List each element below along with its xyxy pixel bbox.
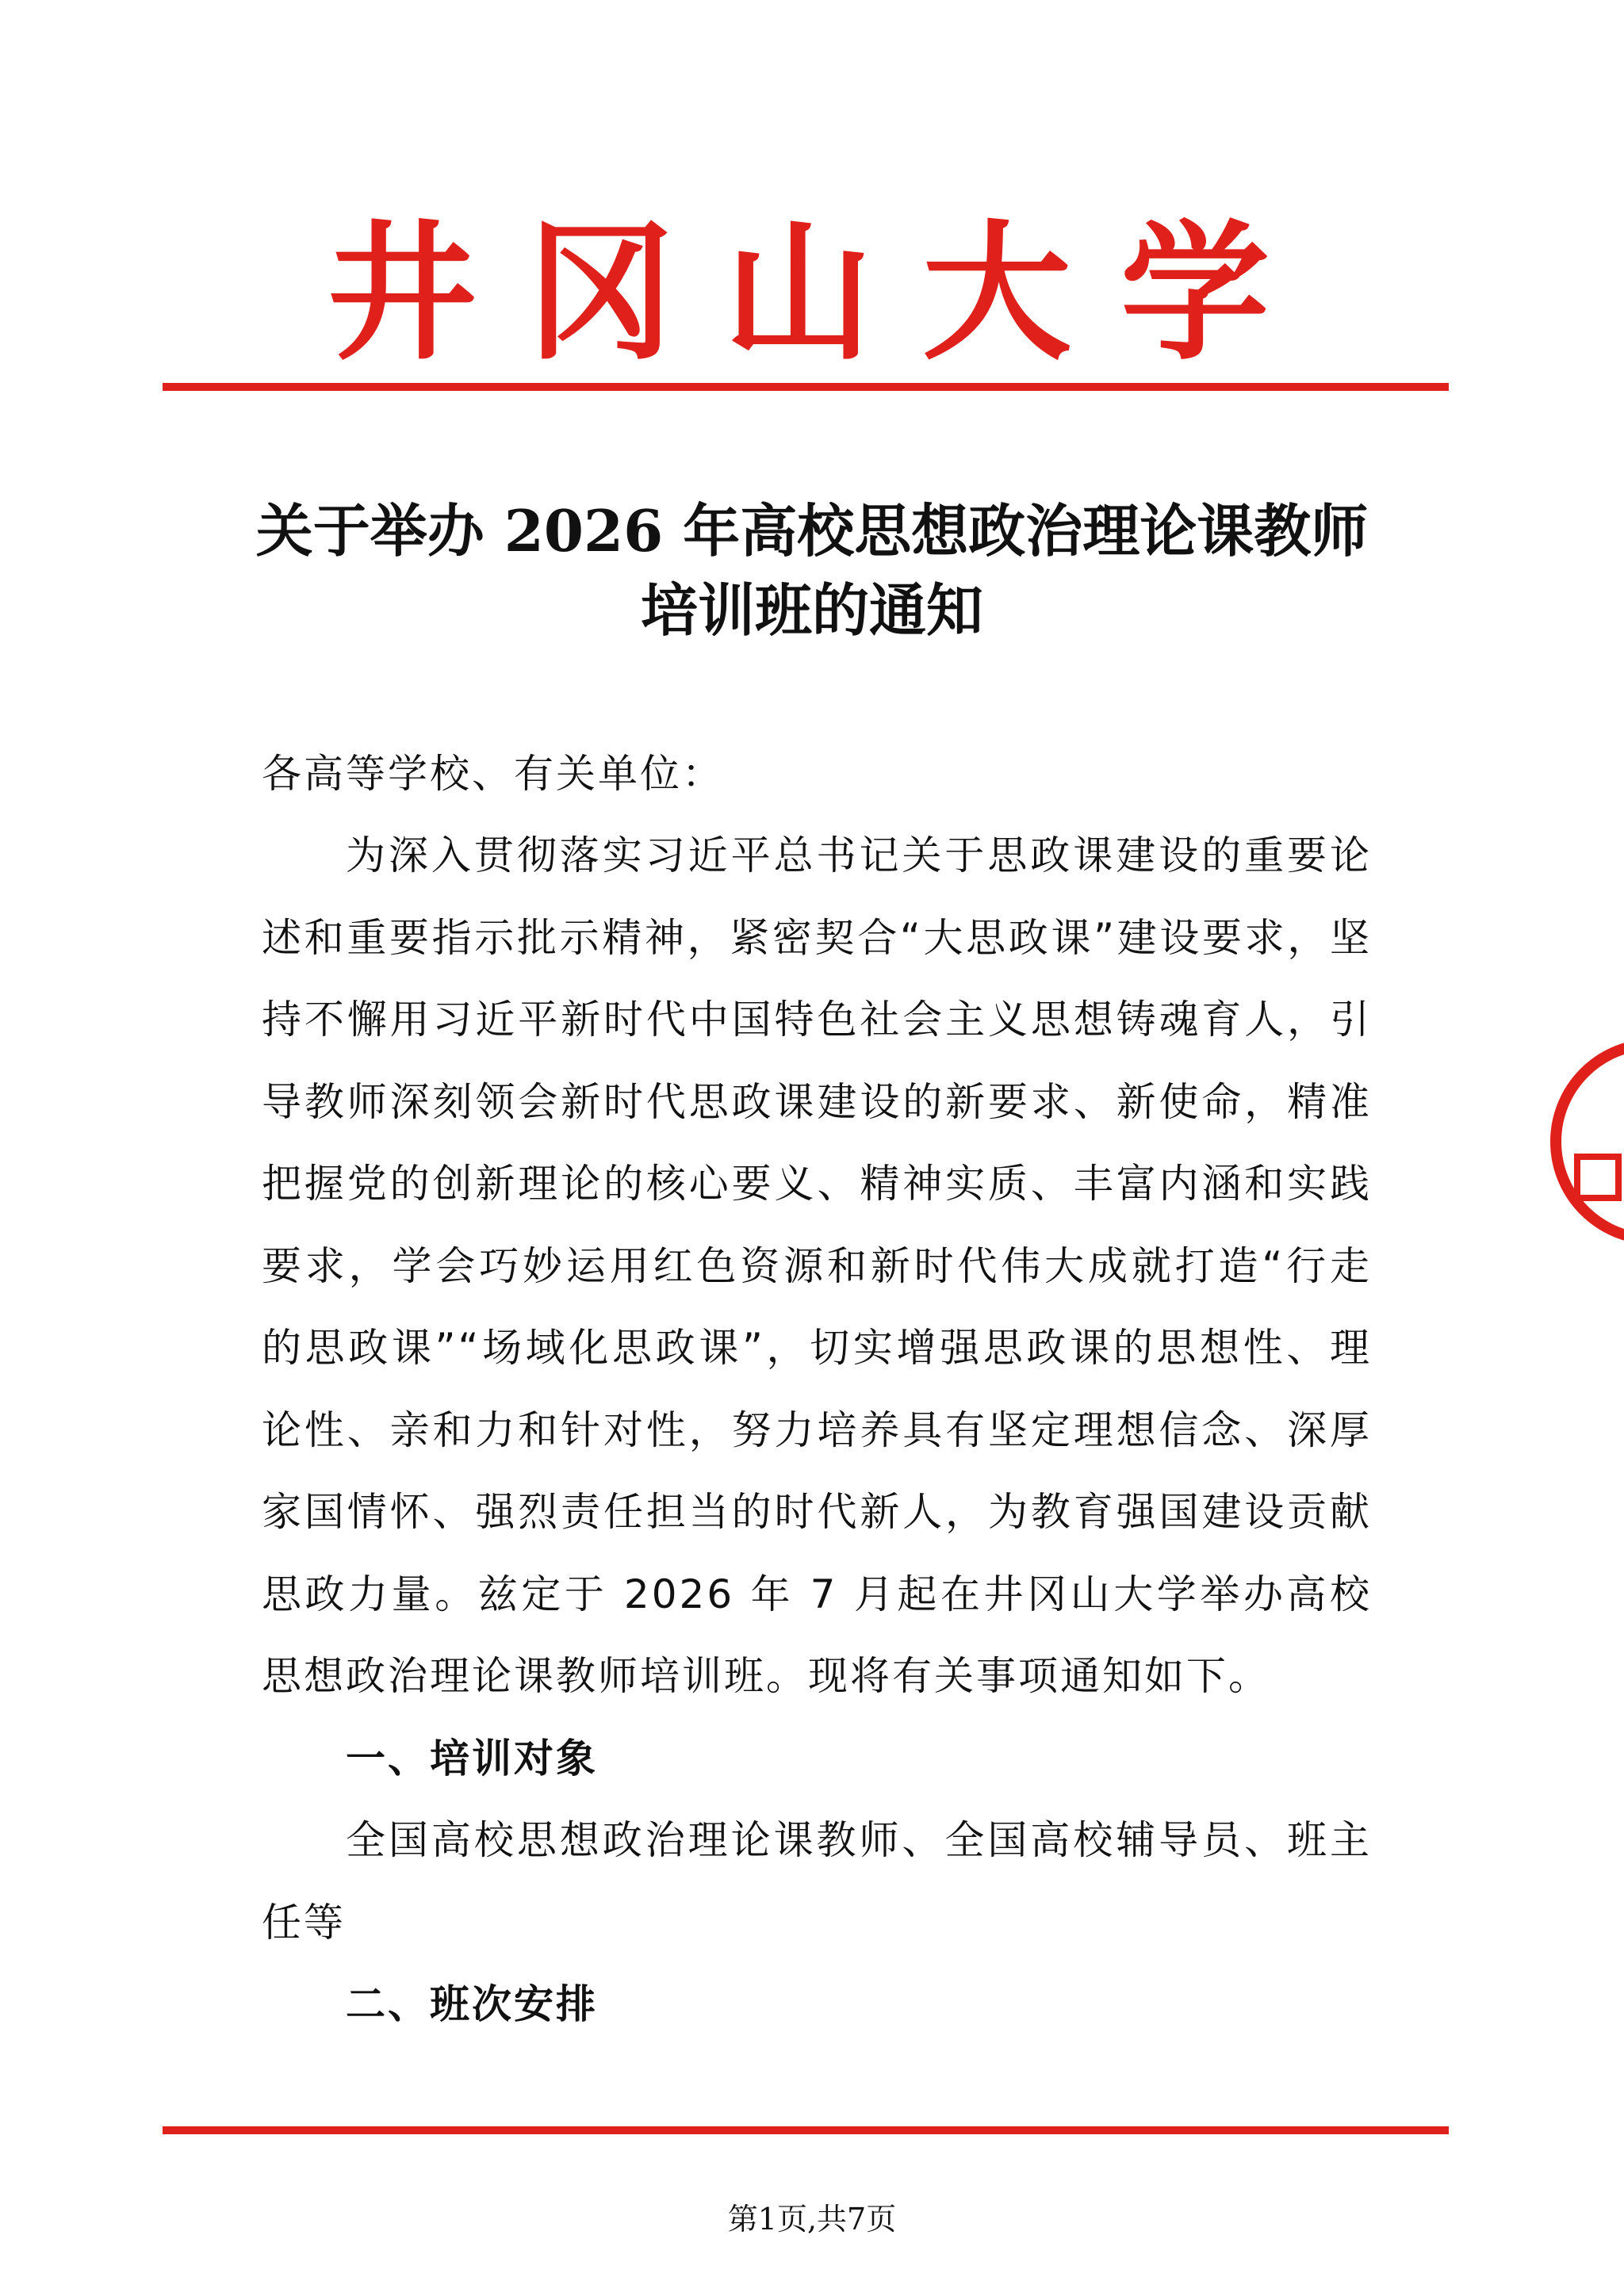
university-header-title: 井冈山大学: [327, 205, 1319, 381]
document-title-line-2: 培训班的通知: [640, 576, 983, 644]
page-indicator: 第1页,共7页: [727, 2202, 897, 2237]
intro-paragraph: 为深入贯彻落实习近平总书记关于思政课建设的重要论述和重要指示批示精神，紧密契合“大思政课”建设要求，坚持不懈用习近平新时代中国特色社会主义思想铸魂育人，引导教师深刻领会新时代思政课建设的新要求、新使命，精准把握党的创新理论的核心要义、精神实质、丰富内涵和实践要求，学会巧妙运用红色资源和新时代伟大成就打造“行走的思政课”“场域化思政课”，切实增强思政课的思想性、理论性、亲和力和针对性，努力培养具有坚定理想信念、深厚家国情怀、强烈责任担当的时代新人，为教育强国建设贡献思政力量。兹定于 2026 年 7 月起在井冈山大学举办高校思想政治理论课教师培训班。现将有关事项通知如下。: [262, 832, 1372, 1699]
document-title-line-1: 关于举办 2026 年高校思想政治理论课教师: [255, 497, 1369, 564]
section-1-heading: 一、培训对象: [346, 1735, 598, 1781]
official-seal-stamp: [1550, 1039, 1624, 1245]
section-2-heading: 二、班次安排: [346, 1981, 598, 2027]
salutation: 各高等学校、有关单位：: [262, 751, 724, 797]
header-red-rule: [163, 383, 1449, 391]
footer-red-rule: [163, 2126, 1449, 2134]
section-1-text: 全国高校思想政治理论课教师、全国高校辅导员、班主任等: [262, 1817, 1372, 1946]
seal-fragment-mark: [1574, 1154, 1622, 1201]
document-body: [262, 815, 1372, 2046]
